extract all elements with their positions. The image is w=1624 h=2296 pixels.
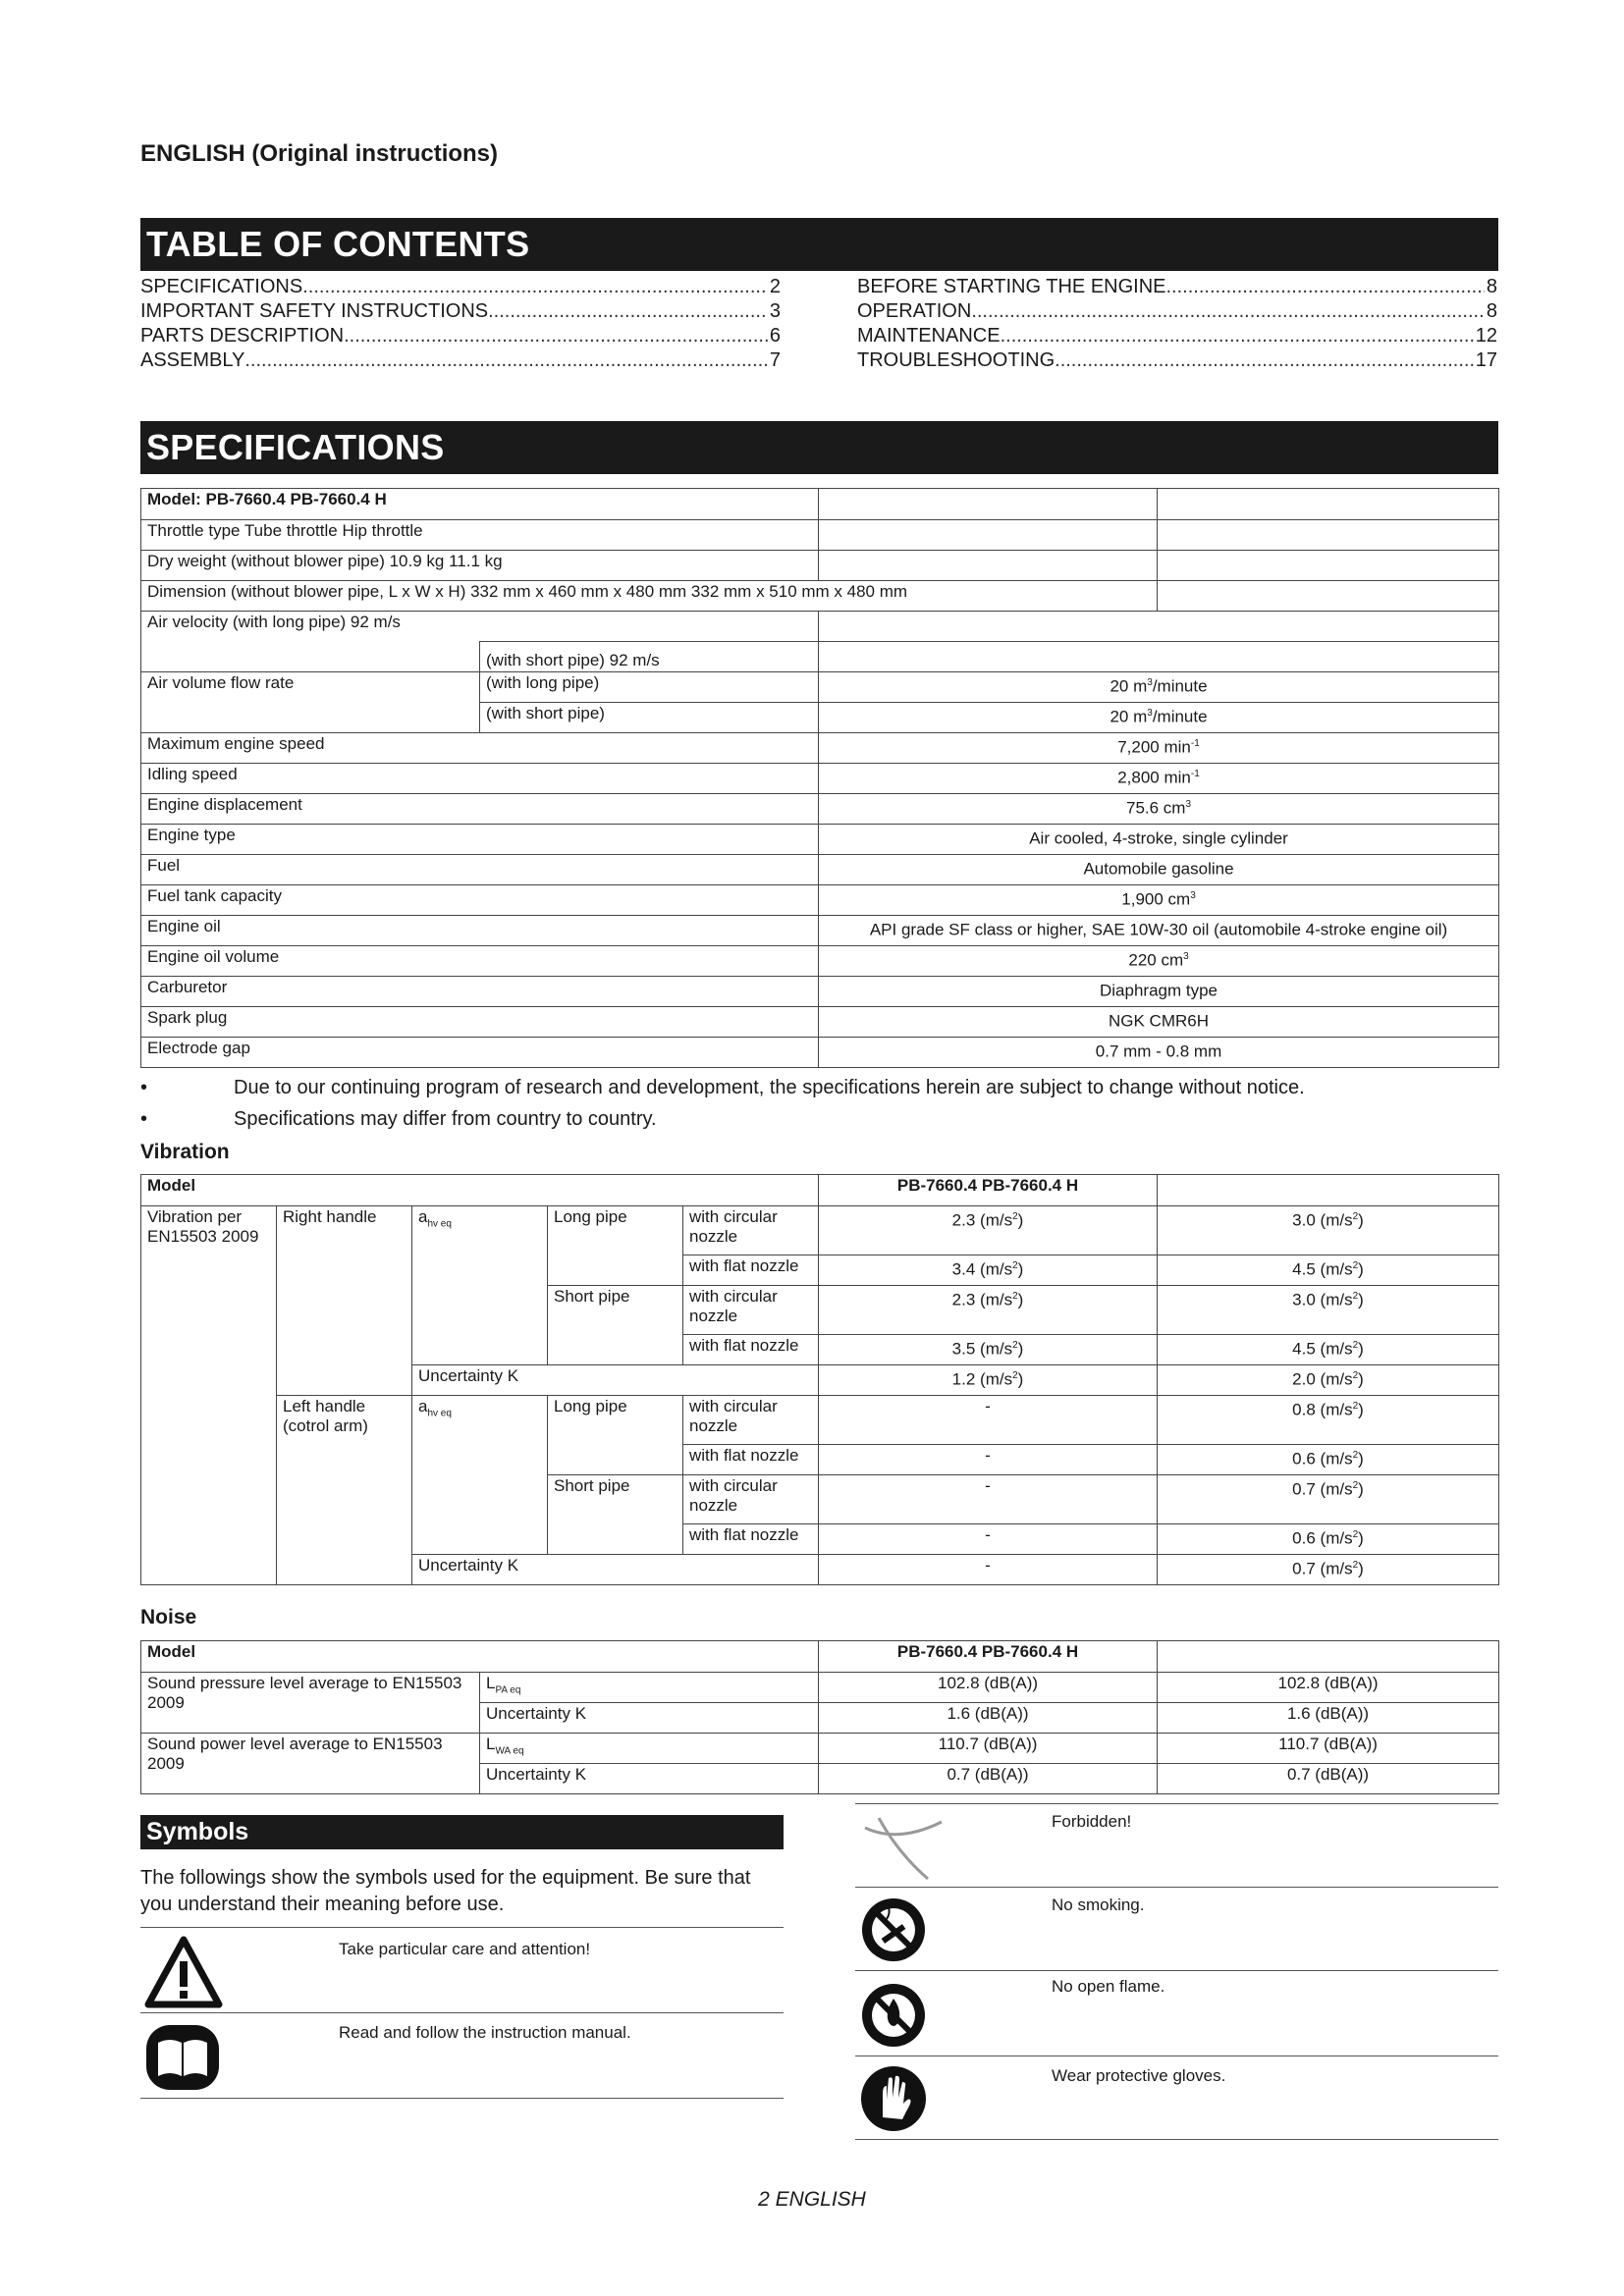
spec-row-label: Electrode gap [141, 1038, 819, 1068]
vib-value: 3.0 $(m/s^2)$ [1158, 1286, 1499, 1335]
ahv-label: $a_{hv eq}$ [412, 1206, 548, 1365]
spec-row-value: Diaphragm type [819, 977, 1499, 1007]
noise-value: 110.7 (dB(A)) [819, 1734, 1158, 1764]
spec-air-velocity-short: (with short pipe) 92 m/s [480, 642, 819, 672]
noise-value: 0.7 (dB(A)) [1158, 1764, 1499, 1794]
symbol-row [855, 1971, 1498, 2056]
symbol-no-smoking-text: No smoking. [1052, 1896, 1145, 1914]
spec-row-label: Fuel tank capacity [141, 885, 819, 916]
vib-value: 4.5 $(m/s^2)$ [1158, 1255, 1499, 1286]
short-pipe-label: Short pipe [548, 1475, 683, 1555]
specifications-table [140, 488, 1499, 1068]
spec-air-volume-long-value: 20 $m^3$/minute [819, 672, 1499, 703]
spec-row-value: NGK CMR6H [819, 1007, 1499, 1038]
vib-value: 0.8 $(m/s^2)$ [1158, 1396, 1499, 1445]
spec-row-label: Engine oil volume [141, 946, 819, 977]
vibration-model-label: Model [141, 1175, 819, 1206]
spec-air-velocity-cell: Air velocity (with long pipe) 92 m/s [141, 612, 819, 642]
toc-entry[interactable]: TROUBLESHOOTING ..... 17 [857, 348, 1497, 373]
toc-title: TABLE OF CONTENTS [140, 218, 1498, 271]
symbol-row [855, 2056, 1498, 2140]
spec-row-value: 0.7 mm - 0.8 mm [819, 1038, 1499, 1068]
vib-value: 0.7 $(m/s^2)$ [1158, 1555, 1499, 1585]
vib-value: 3.0 $(m/s^2)$ [1158, 1206, 1499, 1255]
vib-value: - [819, 1555, 1158, 1585]
spec-row-label: Engine type [141, 825, 819, 855]
spec-note: • Due to our continuing program of research and development, the specifications herein are subject to change without notice. [140, 1077, 1305, 1098]
circular-nozzle-label: with circular nozzle [683, 1206, 819, 1255]
vib-value: 4.5 $(m/s^2)$ [1158, 1335, 1499, 1365]
spec-air-volume-short-label: (with short pipe) [480, 703, 819, 733]
symbol-row [140, 2013, 784, 2099]
symbol-manual-text: Read and follow the instruction manual. [339, 2023, 631, 2042]
uncertainty-label: Uncertainty K [412, 1555, 819, 1585]
forbidden-cross-icon [859, 1814, 946, 1888]
spec-row-value: Automobile gasoline [819, 855, 1499, 885]
symbols-intro: The followings show the symbols used for the equipment. Be sure that you understand their meaning before use. [140, 1867, 751, 1915]
vib-value: - [819, 1524, 1158, 1555]
lwa-label: $L_{WA eq}$ [480, 1734, 819, 1764]
warning-triangle-icon [144, 1936, 223, 2013]
uncertainty-label: Uncertainty K [480, 1764, 819, 1794]
vib-value: 3.5 $(m/s^2)$ [819, 1335, 1158, 1365]
symbols-left-list [140, 1927, 784, 2099]
right-handle-label: Right handle [277, 1206, 412, 1396]
spec-row-value: 75.6 $cm^3$ [819, 794, 1499, 825]
spec-row-label: Spark plug [141, 1007, 819, 1038]
vib-value: 0.7 $(m/s^2)$ [1158, 1475, 1499, 1524]
lpa-label: $L_{PA eq}$ [480, 1673, 819, 1703]
symbol-forbidden-text: Forbidden! [1052, 1812, 1132, 1831]
protective-gloves-icon [859, 2064, 928, 2138]
symbols-title: Symbols [140, 1815, 784, 1849]
vib-value: 2.3 $(m/s^2)$ [819, 1286, 1158, 1335]
flat-nozzle-label: with flat nozzle [683, 1445, 819, 1475]
spec-dimension-cell: Dimension (without blower pipe, L x W x H) 332 mm x 460 mm x 480 mm 332 mm x 510 mm x 480 mm [141, 581, 1158, 612]
sound-pressure-label: Sound pressure level average to EN15503 2009 [141, 1673, 480, 1734]
noise-value: 0.7 (dB(A)) [819, 1764, 1158, 1794]
circular-nozzle-label: with circular nozzle [683, 1475, 819, 1524]
spec-note: • Specifications may differ from country to country. [140, 1108, 657, 1130]
spec-row-value: 2,800 $\min^{-1}$ [819, 764, 1499, 794]
ahv-label: $a_{hv eq}$ [412, 1396, 548, 1555]
toc-entry[interactable]: SPECIFICATIONS ..... 2 [140, 275, 781, 299]
spec-row-label: Carburetor [141, 977, 819, 1007]
spec-air-volume-label: Air volume flow rate [141, 672, 480, 733]
symbols-right-list [855, 1803, 1498, 2140]
uncertainty-label: Uncertainty K [480, 1703, 819, 1734]
noise-value: 1.6 (dB(A)) [819, 1703, 1158, 1734]
vib-value: 2.3 $(m/s^2)$ [819, 1206, 1158, 1255]
noise-heading: Noise [140, 1606, 197, 1629]
circular-nozzle-label: with circular nozzle [683, 1396, 819, 1445]
no-open-flame-icon [859, 1981, 928, 2055]
flat-nozzle-label: with flat nozzle [683, 1255, 819, 1286]
flat-nozzle-label: with flat nozzle [683, 1335, 819, 1365]
symbol-row [855, 1804, 1498, 1888]
noise-value: 102.8 (dB(A)) [819, 1673, 1158, 1703]
noise-model-label: Model [141, 1641, 819, 1673]
spec-dry-weight-cell: Dry weight (without blower pipe) 10.9 kg 11.1 kg [141, 551, 819, 581]
toc-right-column [857, 275, 1497, 373]
noise-value: 1.6 (dB(A)) [1158, 1703, 1499, 1734]
spec-row-value: 1,900 $cm^3$ [819, 885, 1499, 916]
symbol-caution-text: Take particular care and attention! [339, 1940, 591, 1958]
uncertainty-label: Uncertainty K [412, 1365, 819, 1396]
spec-model-cell: Model: PB-7660.4 PB-7660.4 H [141, 489, 819, 520]
spec-row-value: 7,200 $\min^{-1}$ [819, 733, 1499, 764]
symbol-gloves-text: Wear protective gloves. [1052, 2066, 1226, 2085]
noise-table [140, 1640, 1499, 1794]
page-language-heading: ENGLISH (Original instructions) [140, 140, 499, 167]
vib-value: 0.6 $(m/s^2)$ [1158, 1445, 1499, 1475]
spec-row-value: 220 $cm^3$ [819, 946, 1499, 977]
noise-value: 110.7 (dB(A)) [1158, 1734, 1499, 1764]
vib-value: - [819, 1475, 1158, 1524]
circular-nozzle-label: with circular nozzle [683, 1286, 819, 1335]
vibration-model-value: PB-7660.4 PB-7660.4 H [819, 1175, 1158, 1206]
flat-nozzle-label: with flat nozzle [683, 1524, 819, 1555]
spec-row-label: Maximum engine speed [141, 733, 819, 764]
spec-throttle-cell: Throttle type Tube throttle Hip throttle [141, 520, 819, 551]
vib-value: 2.0 $(m/s^2)$ [1158, 1365, 1499, 1396]
spec-rows [141, 733, 1499, 1068]
spec-row-value: Air cooled, 4-stroke, single cylinder [819, 825, 1499, 855]
toc-entry[interactable]: OPERATION ..... 8 [857, 299, 1497, 324]
symbol-row [855, 1888, 1498, 1971]
vib-value: 1.2 $(m/s^2)$ [819, 1365, 1158, 1396]
spec-row-value: API grade SF class or higher, SAE 10W-30 oil (automobile 4-stroke engine oil) [819, 916, 1499, 946]
no-smoking-icon [859, 1896, 928, 1969]
spec-row-label: Idling speed [141, 764, 819, 794]
toc-left-column [140, 275, 781, 373]
left-handle-label: Left handle (cotrol arm) [277, 1396, 412, 1585]
read-manual-icon [144, 2023, 221, 2097]
spec-row-label: Engine displacement [141, 794, 819, 825]
toc-entry[interactable]: MAINTENANCE ..... 12 [857, 324, 1497, 348]
vib-value: - [819, 1445, 1158, 1475]
toc-entry[interactable]: ASSEMBLY ..... 7 [140, 348, 781, 373]
long-pipe-label: Long pipe [548, 1396, 683, 1475]
noise-model-value: PB-7660.4 PB-7660.4 H [819, 1641, 1158, 1673]
page-footer: 2 ENGLISH [758, 2188, 866, 2211]
toc-entry[interactable]: IMPORTANT SAFETY INSTRUCTIONS ..... 3 [140, 299, 781, 324]
spec-air-volume-short-value: 20 $m^3$/minute [819, 703, 1499, 733]
sound-power-label: Sound power level average to EN15503 2009 [141, 1734, 480, 1794]
long-pipe-label: Long pipe [548, 1206, 683, 1286]
short-pipe-label: Short pipe [548, 1286, 683, 1365]
noise-value: 102.8 (dB(A)) [1158, 1673, 1499, 1703]
spec-row-label: Fuel [141, 855, 819, 885]
spec-air-volume-long-label: (with long pipe) [480, 672, 819, 703]
vibration-per-label: Vibration per EN15503 2009 [141, 1206, 277, 1585]
toc-entry[interactable]: PARTS DESCRIPTION ..... 6 [140, 324, 781, 348]
vib-value: 0.6 $(m/s^2)$ [1158, 1524, 1499, 1555]
vibration-table [140, 1174, 1499, 1585]
symbol-no-flame-text: No open flame. [1052, 1977, 1165, 1996]
vib-value: 3.4 $(m/s^2)$ [819, 1255, 1158, 1286]
specifications-title: SPECIFICATIONS [140, 421, 1498, 474]
toc-entry[interactable]: BEFORE STARTING THE ENGINE ..... 8 [857, 275, 1497, 299]
vib-value: - [819, 1396, 1158, 1445]
symbol-row [140, 1928, 784, 2013]
spec-notes [140, 1072, 1305, 1135]
vibration-heading: Vibration [140, 1141, 230, 1163]
spec-row-label: Engine oil [141, 916, 819, 946]
